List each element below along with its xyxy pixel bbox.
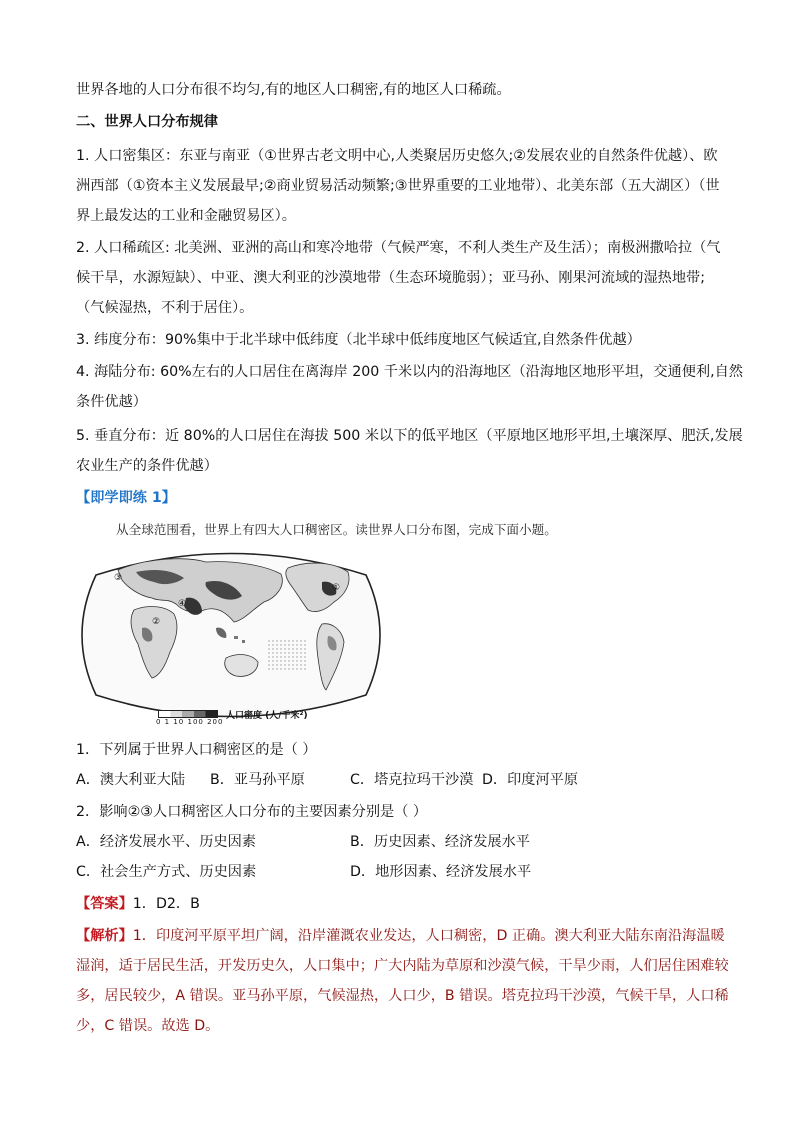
- q2-option-d: D．地形因素、经济发展水平: [350, 864, 532, 880]
- analysis-line-4: 少，C 错误。故选 D。: [76, 1018, 220, 1034]
- paragraph-2-line-3: （气候湿热，不利于居住）。: [76, 300, 254, 316]
- map-legend: [150, 708, 350, 732]
- intro-sentence: 世界各地的人口分布很不均匀,有的地区人口稠密,有的地区人口稀疏。: [76, 82, 511, 98]
- map-marker-4: ④: [178, 599, 187, 609]
- paragraph-1-line-3: 界上最发达的工业和金融贸易区）。: [76, 208, 296, 224]
- legend-density-scale: [158, 710, 218, 718]
- paragraph-4-line-1: 4. 海陆分布: 60%左右的人口居住在离海岸 200 千米以内的沿海地区（沿海地区地形平坦，交通便利,自然: [76, 364, 743, 380]
- paragraph-2-line-1: 2. 人口稀疏区: 北美洲、亚洲的高山和寒冷地带（气候严寒，不利人类生产及生活）；南极洲撒哈拉（气: [76, 240, 721, 256]
- question-intro: 从全球范围看，世界上有四大人口稠密区。读世界人口分布图，完成下面小题。: [116, 522, 557, 537]
- analysis-label: 【解析】: [76, 928, 133, 944]
- answer-text: 1．D2．B: [132, 896, 200, 912]
- q1-option-b: B．亚马孙平原: [210, 772, 305, 788]
- q2-option-c: C．社会生产方式、历史因素: [76, 864, 257, 880]
- map-marker-3: ③: [114, 573, 123, 583]
- q1-option-d: D．印度河平原: [482, 772, 579, 788]
- legend-ticks: 0 1 10 100 200: [156, 718, 224, 726]
- map-marker-1: ①: [332, 583, 341, 593]
- analysis-line-2: 湿润，适于居民生活，开发历史久，人口集中；广大内陆为草原和沙漠气候，干旱少雨，人们居住困难较: [76, 958, 729, 974]
- paragraph-1-line-2: 洲西部（①资本主义发展最早;②商业贸易活动频繁;③世界重要的工业地带）、北美东部（五大湖区）（世: [76, 178, 720, 194]
- world-population-map: [76, 540, 386, 730]
- paragraph-5-line-2: 农业生产的条件优越）: [76, 458, 218, 474]
- paragraph-1-line-1: 1. 人口密集区：东亚与南亚（①世界古老文明中心,人类聚居历史悠久;②发展农业的自然条件优越）、欧: [76, 148, 718, 164]
- paragraph-5-line-1: 5. 垂直分布：近 80%的人口居住在海拔 500 米以下的低平地区（平原地区地形平坦,土壤深厚、肥沃,发展: [76, 428, 743, 444]
- analysis-text-1: 1．印度河平原平坦广阔，沿岸灌溉农业发达，人口稠密，D 正确。澳大利亚大陆东南沿海温暖: [132, 928, 725, 944]
- q2-option-b: B．历史因素、经济发展水平: [350, 834, 530, 850]
- q1-option-c: C．塔克拉玛干沙漠: [350, 772, 474, 788]
- practice-label: 【即学即练 1】: [76, 490, 176, 506]
- q2-option-a: A．经济发展水平、历史因素: [76, 834, 256, 850]
- paragraph-2-line-2: 候干旱，水源短缺）、中亚、澳大利亚的沙漠地带（生态环境脆弱）；亚马孙、刚果河流域的湿热地带;: [76, 270, 706, 286]
- analysis-line-1: [76, 926, 725, 946]
- question-2: 2．影响②③人口稠密区人口分布的主要因素分别是（ ）: [76, 804, 428, 820]
- answer-line: [76, 894, 200, 914]
- q1-option-a: A．澳大利亚大陆: [76, 772, 186, 788]
- answer-label: 【答案】: [76, 896, 133, 912]
- question-1: 1．下列属于世界人口稠密区的是（ ）: [76, 742, 317, 758]
- paragraph-4-line-2: 条件优越）: [76, 394, 147, 410]
- section-title: 二、世界人口分布规律: [76, 114, 218, 130]
- map-marker-2: ②: [152, 617, 161, 627]
- legend-title: 人口密度 (人/千米²): [226, 711, 308, 721]
- paragraph-3: 3. 纬度分布：90%集中于北半球中低纬度（北半球中低纬度地区气候适宜,自然条件优越）: [76, 332, 641, 348]
- analysis-line-3: 多，居民较少，A 错误。亚马孙平原，气候湿热，人口少，B 错误。塔克拉玛干沙漠，气候干旱，人口稀: [76, 988, 729, 1004]
